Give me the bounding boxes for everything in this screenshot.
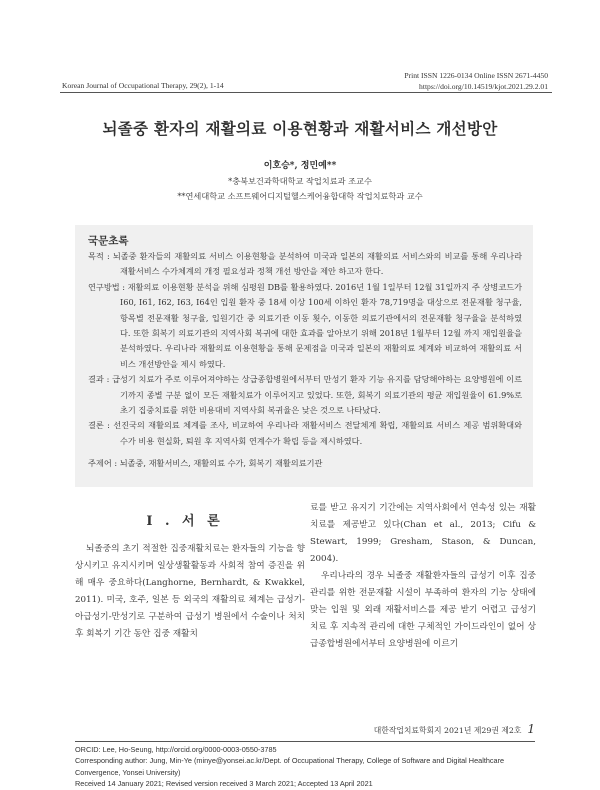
abstract-conclusion: 결론 : 선진국의 재활의료 체계를 조사, 비교하여 우리나라 재활서비스 전달체계 확립, 재활의료 서비스 제공 범위확대와 수가 비용 현실화, 퇴원 후 지역사회 연계수가 확립 등을 제시하였다. — [88, 420, 522, 446]
page-number: 1 — [527, 722, 535, 736]
body-paragraph: 료를 받고 유지기 기간에는 지역사회에서 연속성 있는 재활치료를 제공받고 있다(Chan et al., 2013; Cifu & Stewart, 1999; Gresham, Stason, & Duncan, 2004). — [310, 503, 536, 564]
footnote-received-dates: Received 14 January 2021; Revised version received 3 March 2021; Accepted 13 April 2021 — [75, 779, 373, 789]
abstract-heading: 국문초록 — [88, 235, 129, 247]
body-column-left — [75, 541, 305, 643]
abstract-purpose: 목적 : 뇌졸중 환자들의 재활의료 서비스 이용현황을 분석하여 미국과 일본의 재활의료 서비스와의 비교를 통해 우리나라 재활서비스 수가체계의 개정 필요성과 정책 개선 방안을 제안 하고자 한다. — [88, 251, 522, 277]
header-divider — [60, 92, 552, 93]
abstract-methods: 연구방법 : 재활의료 이용현황 분석을 위해 심평원 DB를 활용하였다. 2016년 1월 1일부터 12월 31일까지 주 상병코드가 I60, I61, I62, I63, I64인 입원 환자 중 18세 이상 100세 이하인 환자 78,719명을 대상으로 전문재활 청구율, 항목별 전문재활 청구율, 입원기간 중 의료기관 이동 횟수, 이동한 의료기관에서의 전문재활 청구율을 분석하였다. 또한 회복기 의료기관의 지역사회 복귀에 대한 효과를 알아보기 위해 2018년 1월부터 12월 까지 재입원율을 분석하였다. 우리나라 재활의료 이용현황을 통해 문제점을 미국과 일본의 재활의료 체계와 비교하여 재활의료 서비스 개선방안을 제시 하였다. — [88, 281, 522, 369]
paper-title: 뇌졸중 환자의 재활의료 이용현황과 재활서비스 개선방안 — [102, 119, 498, 138]
page-footer — [374, 722, 535, 736]
abstract-body — [88, 249, 522, 472]
footnote-corresponding-author: Corresponding author: Jung, Min-Ye (minye@yonsei.ac.kr/Dept. of Occupational Therapy, College of Software and Digital Healthcare Convergence, Yonsei University) — [75, 756, 505, 777]
footnote-orcid[interactable]: ORCID: Lee, Ho-Seung, http://orcid.org/0000-0003-0550-3785 — [75, 745, 277, 754]
affiliation-1: *충북보건과학대학교 작업치료과 조교수 — [228, 176, 372, 186]
author-list: 이호승*, 정민예** — [263, 161, 337, 171]
journal-citation: Korean Journal of Occupational Therapy, 29(2), 1-14 — [62, 81, 224, 90]
body-paragraph: 뇌졸중의 초기 적절한 집중재활치료는 환자들의 기능을 향상시키고 유지시키며 일상생활활동과 사회적 참여 증진을 위해 매우 중요하다(Langhorne, Bernhardt, & Kwakkel, 2011). 미국, 호주, 일본 등 외국의 재활의료 체계는 급성기-아급성기-만성기로 구분하여 급성기 병원에서 수술이나 처치 후 회복기 기간 동안 집중 재활치 — [75, 544, 305, 639]
section-heading-introduction: I . 서 론 — [146, 514, 224, 529]
footnote-divider — [75, 741, 535, 742]
abstract-results: 결과 : 급성기 치료가 주로 이루어져야하는 상급종합병원에서부터 만성기 환자 기능 유지를 담당해야하는 요양병원에 이르기까지 종별 구분 없이 모든 재활치료가 이루어지고 있었다. 또한, 회복기 의료기관의 평균 재입원율이 61.9%로 초기 집중치료를 위한 비용대비 지역사회 복귀율은 낮은 것으로 나타났다. — [88, 374, 522, 416]
body-column-right — [310, 500, 536, 653]
affiliation-2: **연세대학교 소프트웨어디지털헬스케어융합대학 작업치료학과 교수 — [177, 191, 423, 201]
journal-identifiers — [404, 70, 548, 92]
footer-journal-issue: 대한작업치료학회지 2021년 제29권 제2호 — [373, 726, 522, 735]
abstract-keywords: 주제어 : 뇌졸중, 재활서비스, 재활의료 수가, 회복기 재활의료기관 — [88, 458, 323, 469]
footnotes — [75, 744, 535, 790]
body-paragraph: 우리나라의 경우 뇌졸중 재활환자들의 급성기 이후 집중관리를 위한 전문재활 시설이 부족하여 환자의 기능 상태에 맞는 입원 및 외래 재활서비스를 제공 받기 어렵고 급성기 치료 후 지속적 관리에 대한 구체적인 가이드라인이 없어 상급종합병원에서부터 요양병원에 이르기 — [310, 571, 536, 649]
doi-line[interactable]: https://doi.org/10.14519/kjot.2021.29.2.01 — [419, 82, 548, 91]
issn-line: Print ISSN 1226-0134 Online ISSN 2671-4450 — [404, 71, 548, 80]
